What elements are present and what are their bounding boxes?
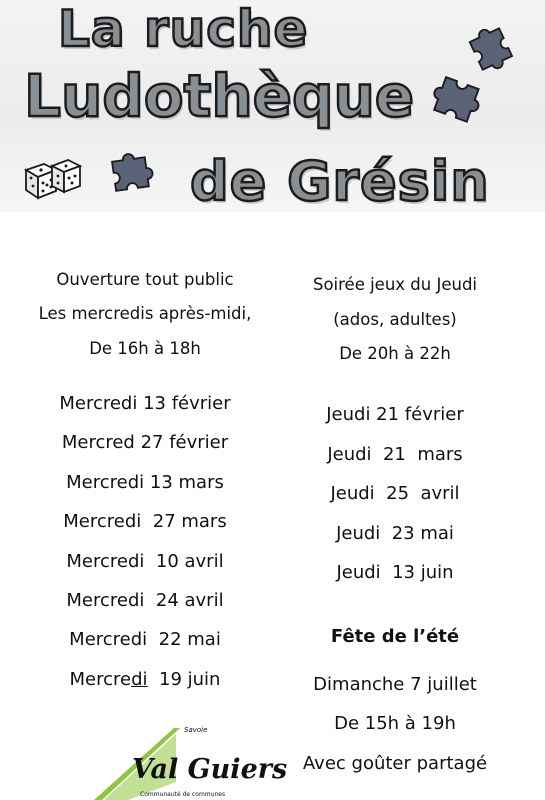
right-date: Jeudi 23 mai <box>336 523 454 544</box>
title-line-3: de Grésin <box>190 150 490 213</box>
right-heading-2: (ados, adultes) <box>333 310 457 329</box>
logo-brand: Val Guiers <box>132 754 288 785</box>
right-heading-3: De 20h à 22h <box>339 344 451 363</box>
left-date-last <box>10 671 280 689</box>
puzzle-piece-icon <box>464 22 518 68</box>
logo-region: Savoie <box>184 726 208 734</box>
title-line-1: La ruche <box>58 0 309 58</box>
left-date: Mercredi 10 avril <box>66 551 224 572</box>
right-heading-1: Soirée jeux du Jeudi <box>312 275 478 294</box>
left-date-last-underlined: di <box>131 669 148 690</box>
left-heading-1: Ouverture tout public <box>56 270 234 289</box>
event-line: Avec goûter partagé <box>302 753 488 774</box>
right-date: Jeudi 21 mars <box>327 444 463 465</box>
right-date: Jeudi 21 février <box>326 404 464 425</box>
puzzle-piece-icon <box>104 150 160 194</box>
event-line: Dimanche 7 juillet <box>313 674 477 695</box>
left-date: Mercredi 13 mars <box>66 472 224 493</box>
left-date: Mercredi 22 mai <box>69 629 221 650</box>
left-date: Mercredi 13 février <box>59 393 231 414</box>
right-date: Jeudi 25 avril <box>330 483 460 504</box>
dice-icon <box>22 156 84 202</box>
left-heading-2: Les mercredis après-midi, <box>38 304 252 323</box>
title-line-2: Ludothèque <box>24 62 415 130</box>
header-banner <box>0 0 545 212</box>
puzzle-piece-icon <box>432 72 490 124</box>
left-date: Mercred 27 février <box>61 432 229 453</box>
val-guiers-logo <box>92 722 288 800</box>
left-heading-3: De 16h à 18h <box>89 339 201 358</box>
left-date: Mercredi 24 avril <box>66 590 224 611</box>
left-date: Mercredi 27 mars <box>63 511 227 532</box>
event-title: Fête de l’été <box>330 626 460 647</box>
left-date-last-part2: 19 juin <box>147 669 221 690</box>
right-date: Jeudi 13 juin <box>336 562 454 583</box>
left-date-last-part1: Mercre <box>69 669 132 690</box>
logo-caption: Communauté de communes <box>140 791 226 798</box>
event-line: De 15h à 19h <box>334 713 456 734</box>
